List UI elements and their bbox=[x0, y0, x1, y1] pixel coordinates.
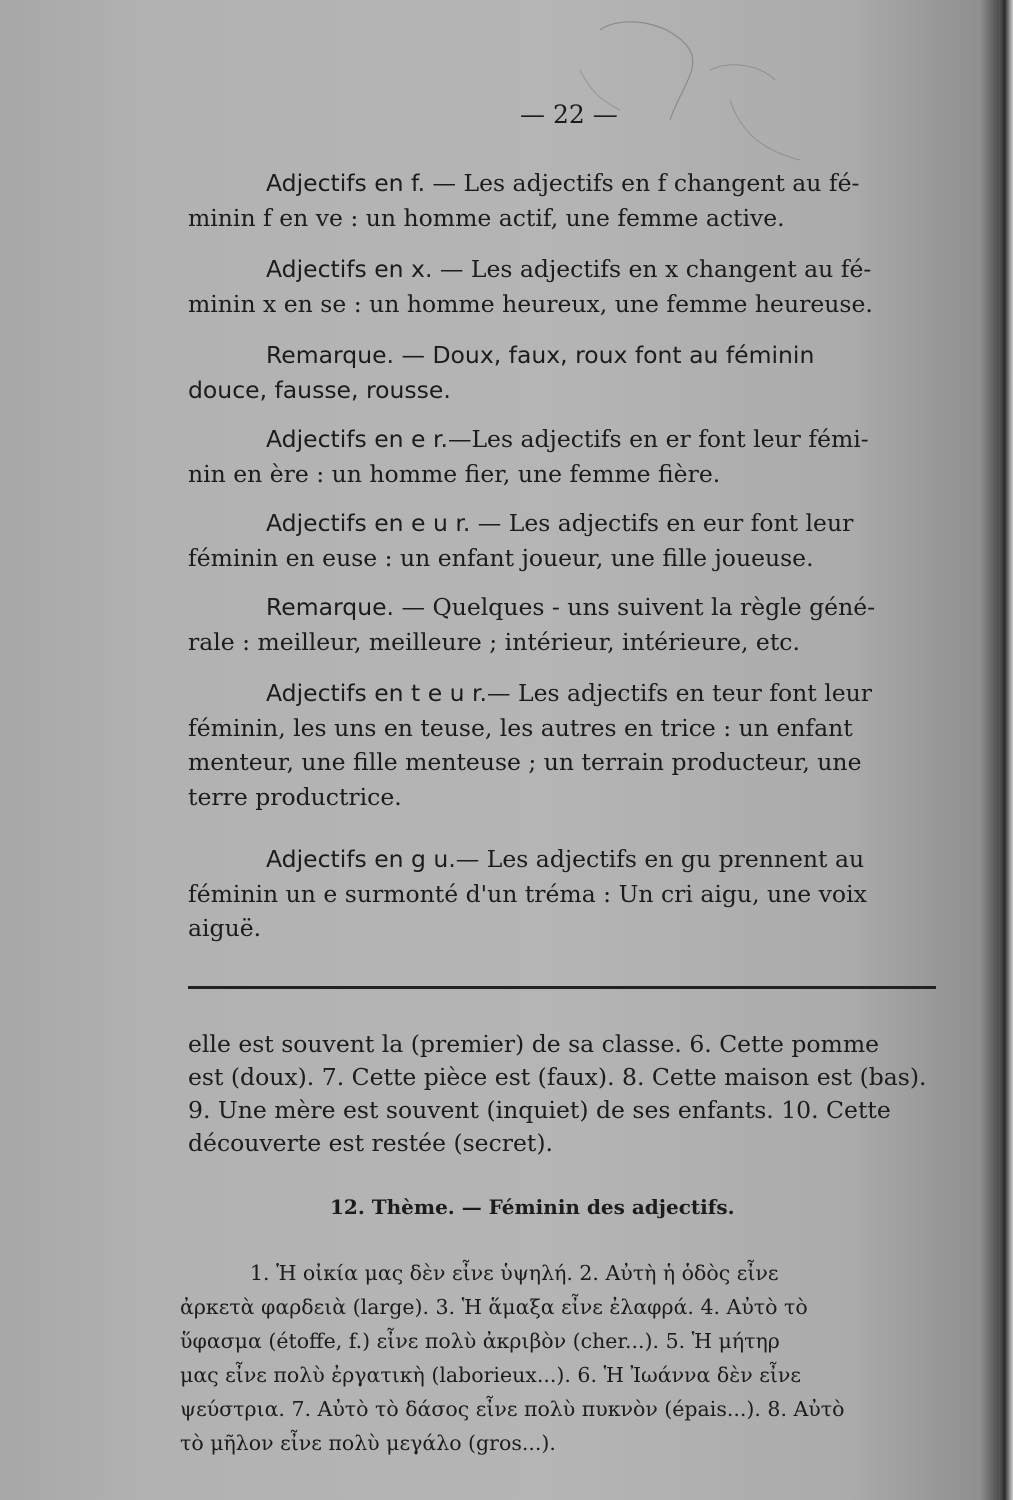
paragraph-adjectifs-eur bbox=[188, 506, 940, 575]
rule-text: — Les adjectifs en eur font leur bbox=[470, 509, 854, 537]
greek-line: τὸ μῆλον εἶνε πολὺ μεγάλο (gros...). bbox=[180, 1431, 556, 1455]
rule-text: minin f en ve : un homme actif, une femme active. bbox=[188, 203, 785, 232]
rule-heading: Adjectifs en f. bbox=[266, 169, 426, 197]
rule-heading: Adjectifs en t e u r. bbox=[266, 679, 487, 707]
rule-text: — Les adjectifs en teur font leur bbox=[487, 679, 872, 707]
greek-line: 1. Ἡ οἰκία μας δὲν εἶνε ὑψηλή. 2. Αὐτὴ ἡ ὁδὸς εἶνε bbox=[250, 1261, 779, 1285]
rule-text: — Les adjectifs en x changent au fé- bbox=[432, 255, 872, 283]
page-number: — 22 — bbox=[520, 100, 618, 129]
paragraph-adjectifs-teur bbox=[188, 676, 940, 814]
rule-text: douce, fausse, rousse. bbox=[188, 375, 451, 404]
theme-title: 12. Thème. — Féminin des adjectifs. bbox=[330, 1195, 735, 1219]
rule-text: terre productrice. bbox=[188, 782, 402, 811]
rule-text: féminin, les uns en teuse, les autres en trice : un enfant bbox=[188, 713, 853, 742]
section-divider bbox=[188, 986, 936, 989]
greek-line: ψεύστρια. 7. Αὐτὸ τὸ δάσος εἶνε πολὺ πυκνὸν (épais...). 8. Αὐτὸ bbox=[180, 1397, 845, 1421]
paragraph-adjectifs-er bbox=[188, 422, 940, 491]
exercise-line: est (doux). 7. Cette pièce est (faux). 8. Cette maison est (bas). bbox=[188, 1063, 927, 1091]
greek-line: ὕφασμα (étoffe, f.) εἶνε πολὺ ἀκριβὸν (cher...). 5. Ἡ μήτηρ bbox=[180, 1329, 780, 1353]
exercise-line: elle est souvent la (premier) de sa classe. 6. Cette pomme bbox=[188, 1030, 880, 1058]
rule-heading: Adjectifs en g u. bbox=[266, 845, 456, 873]
paragraph-adjectifs-f bbox=[188, 166, 940, 235]
rule-text: — Les adjectifs en gu prennent au bbox=[455, 845, 865, 873]
greek-line: μας εἶνε πολὺ ἐργατικὴ (laborieux...). 6. Ἡ Ἰωάννα δὲν εἶνε bbox=[180, 1363, 801, 1387]
rule-text: — Les adjectifs en f changent au fé- bbox=[425, 169, 860, 197]
rule-text: nin en ère : un homme fier, une femme fière. bbox=[188, 459, 721, 488]
rule-heading: Adjectifs en e u r. bbox=[266, 509, 471, 537]
book-spine-shadow bbox=[999, 0, 1013, 1500]
pencil-sketch bbox=[560, 10, 820, 180]
rule-text: aiguë. bbox=[188, 914, 262, 942]
rule-text: — Doux, faux, roux font au féminin bbox=[394, 341, 815, 369]
rule-heading: Remarque. bbox=[266, 593, 395, 621]
rule-text: — Quelques - uns suivent la règle géné- bbox=[394, 593, 876, 621]
rule-text: rale : meilleur, meilleure ; intérieur, intérieure, etc. bbox=[188, 627, 800, 656]
rule-text: minin x en se : un homme heureux, une femme heureuse. bbox=[188, 289, 873, 318]
greek-line: ἀρκετὰ φαρδειὰ (large). 3. Ἡ ἅμαξα εἶνε ἐλαφρά. 4. Αὐτὸ τὸ bbox=[180, 1295, 808, 1319]
exercise-text bbox=[188, 1028, 940, 1160]
rule-text: menteur, une fille menteuse ; un terrain producteur, une bbox=[188, 748, 862, 776]
rule-text: —Les adjectifs en er font leur fémi- bbox=[447, 425, 869, 453]
rule-heading: Adjectifs en e r. bbox=[266, 425, 448, 453]
rule-text: féminin un e surmonté d'un tréma : Un cri aigu, une voix bbox=[188, 879, 867, 908]
paragraph-remarque-2 bbox=[188, 590, 940, 659]
paragraph-adjectifs-gu bbox=[188, 842, 940, 946]
exercise-line: 9. Une mère est souvent (inquiet) de ses enfants. 10. Cette bbox=[188, 1096, 891, 1124]
rule-heading: Remarque. bbox=[266, 341, 395, 369]
rule-heading: Adjectifs en x. bbox=[266, 255, 433, 283]
paragraph-remarque-1 bbox=[188, 338, 940, 407]
exercise-line: découverte est restée (secret). bbox=[188, 1129, 553, 1157]
greek-theme-text bbox=[180, 1256, 936, 1460]
paragraph-adjectifs-x bbox=[188, 252, 940, 321]
rule-text: féminin en euse : un enfant joueur, une fille joueuse. bbox=[188, 543, 814, 572]
